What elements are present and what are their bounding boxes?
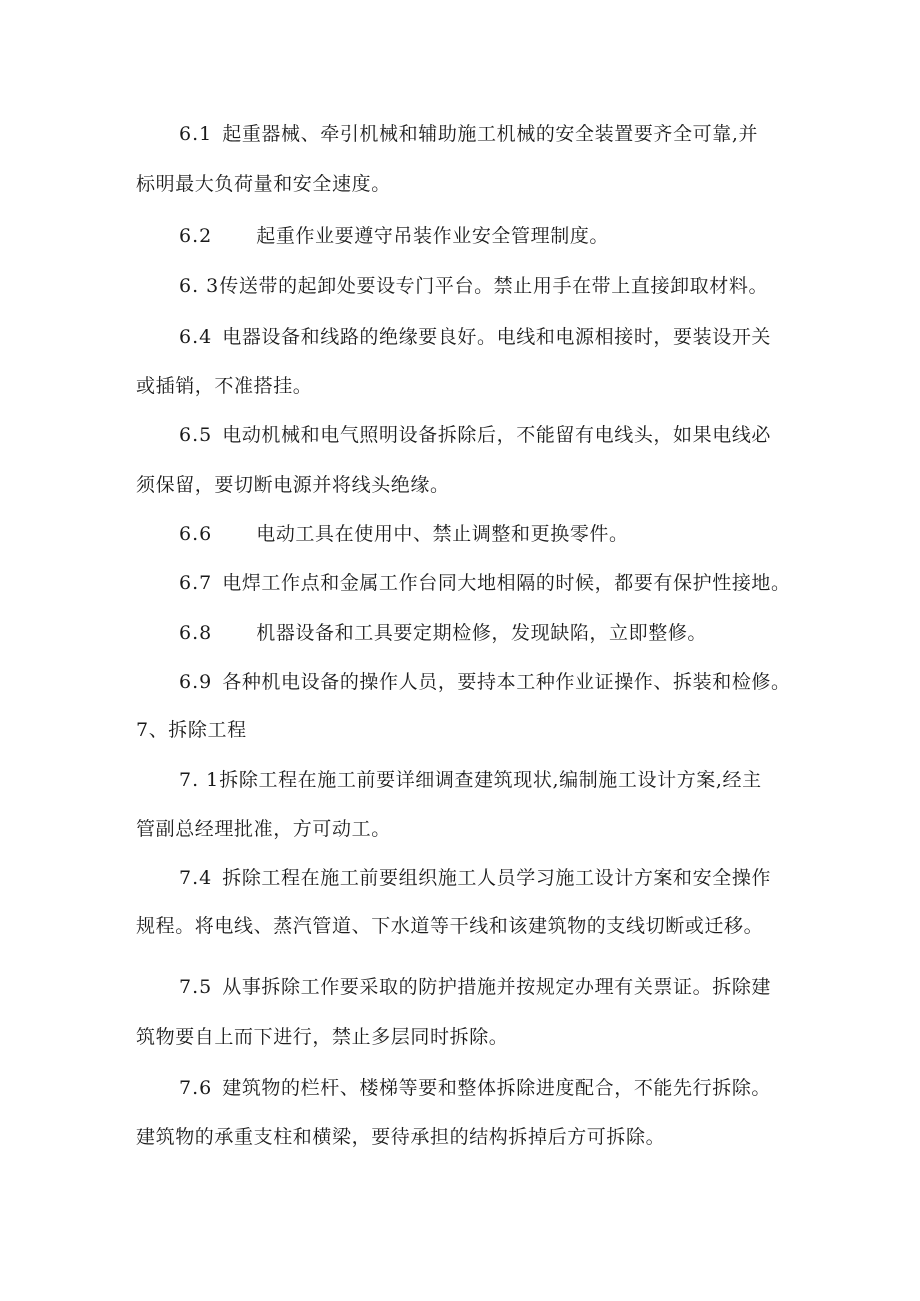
section-6-1-line-1 [179, 122, 758, 146]
section-6-9-text: 各种机电设备的操作人员，要持本工种作业证操作、拆装和检修。 [222, 671, 791, 693]
section-6-6 [179, 522, 629, 546]
section-6-1-number: 6.1 [179, 123, 213, 145]
section-6-2-text: 起重作业要遵守吊装作业安全管理制度。 [256, 225, 610, 247]
section-6-5-number: 6.5 [179, 424, 213, 446]
section-6-5-line-1 [179, 423, 771, 447]
section-7-5-line-1 [179, 975, 771, 999]
section-7-5-number: 7.5 [179, 976, 213, 998]
section-6-1-text: 起重器械、牵引机械和辅助施工机械的安全装置要齐全可靠,并 [222, 123, 759, 145]
section-6-5-line-2: 须保留，要切断电源并将线头绝缘。 [136, 474, 450, 496]
section-7-4-line-1 [179, 866, 771, 890]
section-7-6-line-1 [179, 1076, 771, 1100]
section-6-9 [179, 670, 791, 694]
section-6-3 [179, 274, 768, 298]
section-7-5-text: 从事拆除工作要采取的防护措施并按规定办理有关票证。拆除建 [222, 976, 772, 998]
section-6-8 [179, 621, 707, 645]
section-6-3-number: 6. 3 [179, 275, 220, 297]
section-7-1-line-2: 管副总经理批准，方可动工。 [136, 818, 391, 840]
section-6-8-number: 6.8 [179, 622, 213, 644]
section-6-2 [179, 224, 609, 248]
section-7-6-text: 建筑物的栏杆、楼梯等要和整体拆除进度配合，不能先行拆除。 [222, 1077, 772, 1099]
section-7-1-text: 拆除工程在施工前要详细调查建筑现状,编制施工设计方案,经主 [219, 769, 762, 791]
section-6-7 [179, 571, 791, 595]
section-6-8-text: 机器设备和工具要定期检修，发现缺陷，立即整修。 [256, 622, 708, 644]
section-6-5-text: 电动机械和电气照明设备拆除后，不能留有电线头，如果电线必 [222, 424, 772, 446]
section-6-6-number: 6.6 [179, 523, 213, 545]
section-6-1-line-2: 标明最大负荷量和安全速度。 [136, 173, 391, 195]
section-6-6-text: 电动工具在使用中、禁止调整和更换零件。 [256, 523, 629, 545]
section-6-4-text: 电器设备和线路的绝缘要良好。电线和电源相接时，要装设开关 [222, 326, 772, 348]
section-6-2-number: 6.2 [179, 225, 213, 247]
section-6-4-number: 6.4 [179, 326, 213, 348]
section-6-7-text: 电焊工作点和金属工作台同大地相隔的时候，都要有保护性接地。 [222, 572, 791, 594]
section-7-6-number: 7.6 [179, 1077, 213, 1099]
section-7-6-line-2: 建筑物的承重支柱和横梁，要待承担的结构拆掉后方可拆除。 [136, 1126, 666, 1148]
section-6-4-line-2: 或插销，不准搭挂。 [136, 375, 313, 397]
section-6-3-text: 传送带的起卸处要设专门平台。禁止用手在带上直接卸取材料。 [219, 275, 769, 297]
section-7-1-line-1 [179, 768, 762, 792]
section-6-4-line-1 [179, 325, 771, 349]
section-6-7-number: 6.7 [179, 572, 213, 594]
section-7-4-number: 7.4 [179, 867, 213, 889]
section-7-4-line-2: 规程。将电线、蒸汽管道、下水道等干线和该建筑物的支线切断或迁移。 [136, 915, 764, 937]
section-6-9-number: 6.9 [179, 671, 213, 693]
section-7-4-text: 拆除工程在施工前要组织施工人员学习施工设计方案和安全操作 [222, 867, 772, 889]
section-7-heading: 7、拆除工程 [136, 719, 247, 741]
section-7-1-number: 7. 1 [179, 769, 220, 791]
section-7-5-line-2: 筑物要自上而下进行，禁止多层同时拆除。 [136, 1026, 509, 1048]
